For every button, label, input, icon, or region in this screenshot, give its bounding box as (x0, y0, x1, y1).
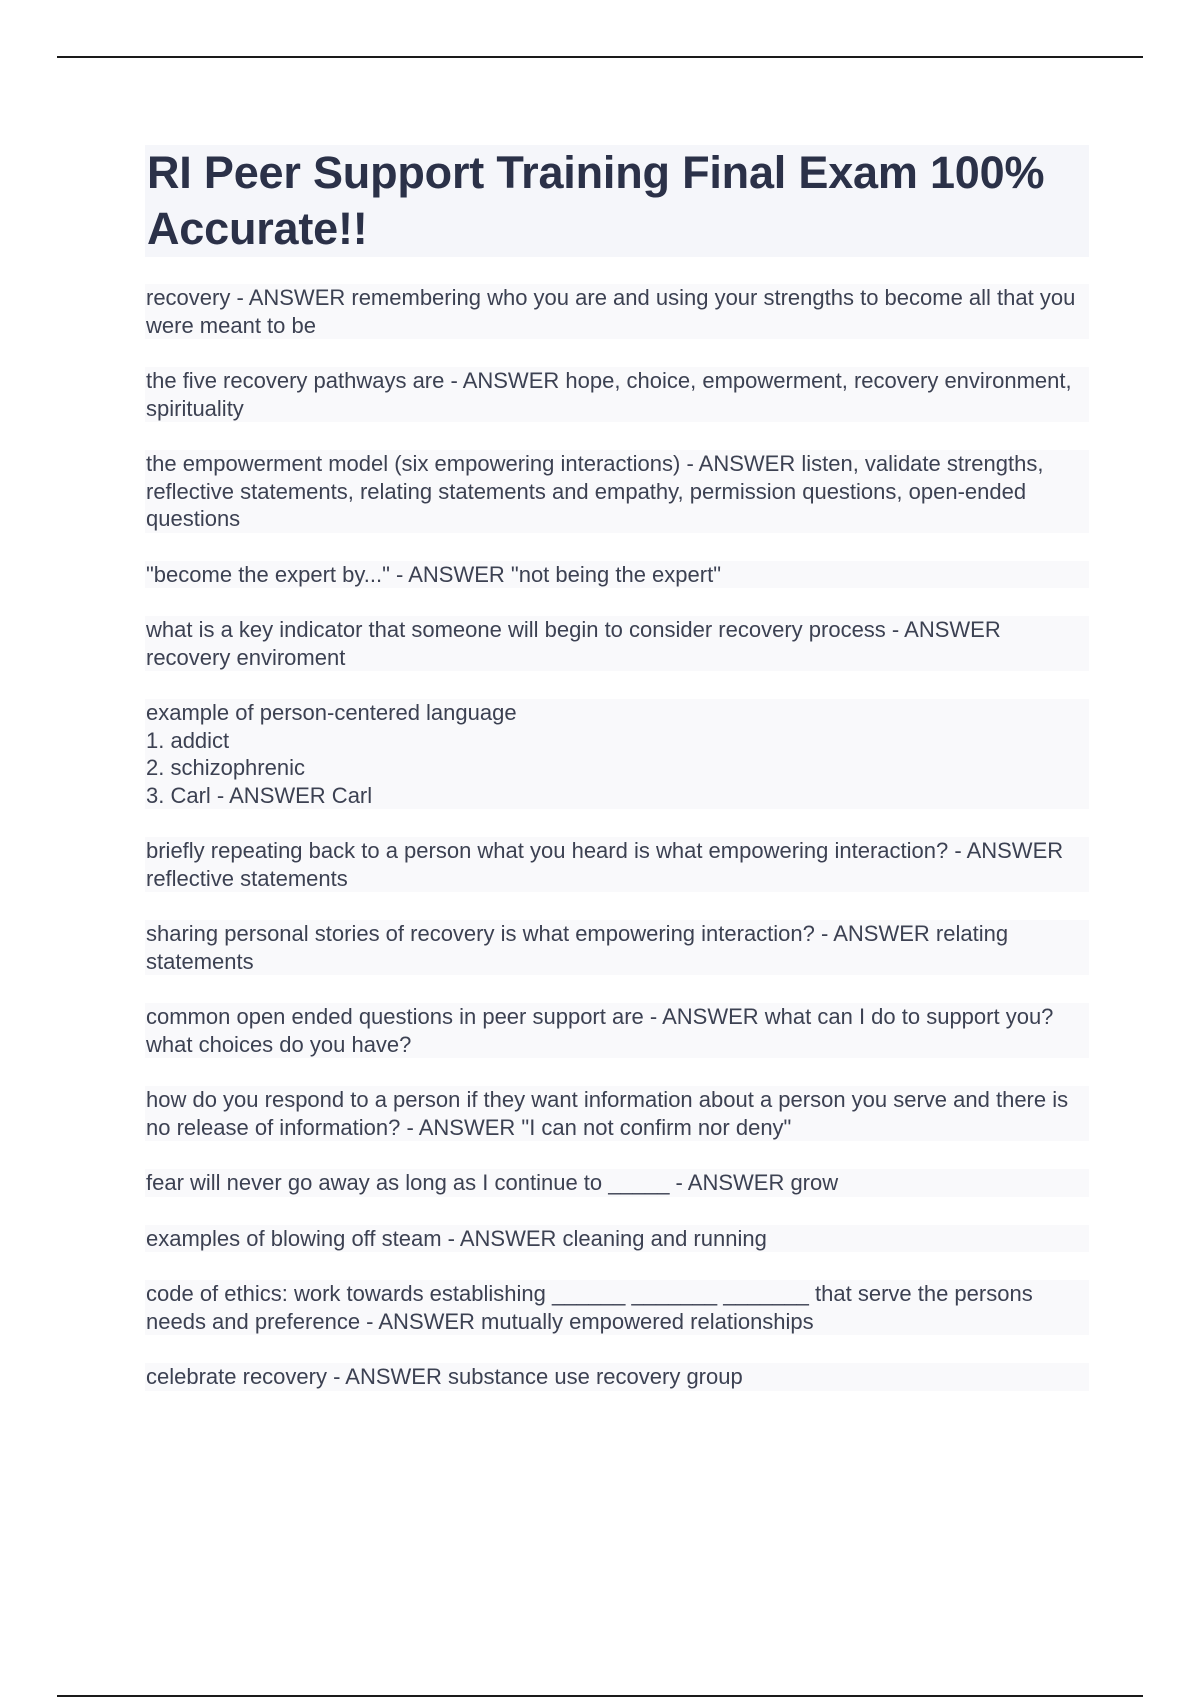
qa-item: briefly repeating back to a person what you heard is what empowering interaction? - ANSWER reflective statements (145, 837, 1089, 892)
qa-item: celebrate recovery - ANSWER substance use recovery group (145, 1363, 1089, 1391)
qa-item: sharing personal stories of recovery is what empowering interaction? - ANSWER relating statements (145, 920, 1089, 975)
qa-list (145, 284, 1089, 1419)
qa-item: recovery - ANSWER remembering who you are and using your strengths to become all that you were meant to be (145, 284, 1089, 339)
page-title: RI Peer Support Training Final Exam 100% Accurate!! (147, 147, 1045, 254)
bottom-divider (57, 1695, 1143, 1697)
qa-item: code of ethics: work towards establishing ______ _______ _______ that serve the persons needs and preference - ANSWER mutually empowered relationships (145, 1280, 1089, 1335)
qa-item: what is a key indicator that someone will begin to consider recovery process - ANSWER recovery enviroment (145, 616, 1089, 671)
qa-item: the five recovery pathways are - ANSWER hope, choice, empowerment, recovery environment, spirituality (145, 367, 1089, 422)
qa-item: fear will never go away as long as I continue to _____ - ANSWER grow (145, 1169, 1089, 1197)
qa-item: examples of blowing off steam - ANSWER cleaning and running (145, 1225, 1089, 1253)
qa-item: the empowerment model (six empowering interactions) - ANSWER listen, validate strengths, reflective statements, relating statements and empathy, permission questions, open-ended questions (145, 450, 1089, 533)
qa-item: how do you respond to a person if they want information about a person you serve and there is no release of information? - ANSWER "I can not confirm nor deny" (145, 1086, 1089, 1141)
qa-item: example of person-centered language 1. addict 2. schizophrenic 3. Carl - ANSWER Carl (145, 699, 1089, 809)
qa-item: common open ended questions in peer support are - ANSWER what can I do to support you? what choices do you have? (145, 1003, 1089, 1058)
qa-item: "become the expert by..." - ANSWER "not being the expert" (145, 561, 1089, 589)
title-block (145, 145, 1089, 257)
top-divider (57, 56, 1143, 58)
